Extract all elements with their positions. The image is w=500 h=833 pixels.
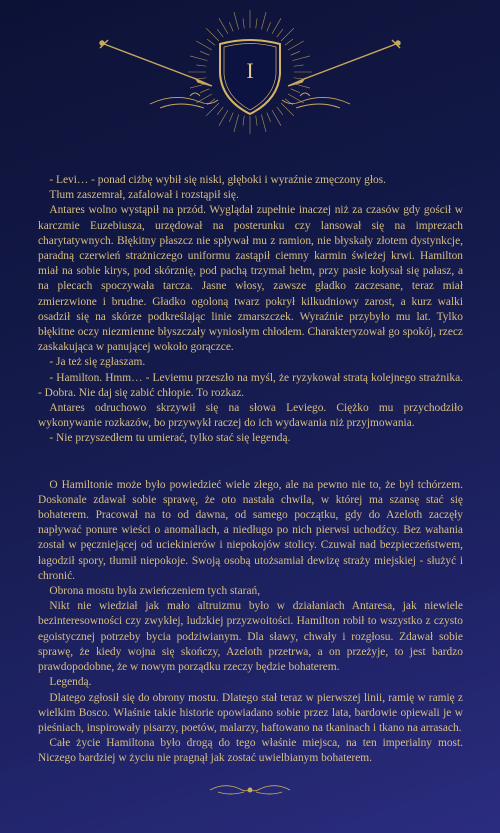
paragraph: Legendą. xyxy=(49,676,92,689)
footer-ornament-icon xyxy=(200,780,300,800)
paragraph: - Hamilton. Hmm… - Leviemu przeszło na myśl, że ryzykował stratą kolejnego strażnika. - Dobra. Nie daj się zabić chłopie. To rozkaz. xyxy=(38,371,463,399)
sunburst-ray xyxy=(272,110,281,126)
right-sword-icon xyxy=(288,40,400,86)
sunburst-ray xyxy=(234,12,239,29)
sunburst-ray xyxy=(219,18,228,34)
sunburst-ray xyxy=(196,65,206,66)
sunburst-ray xyxy=(234,115,239,132)
paragraph: - Ja też się zgłaszam. xyxy=(49,356,146,369)
paragraph: Obrona mostu była zwieńczeniem tych starań, xyxy=(49,585,261,598)
sunburst-ray xyxy=(261,115,266,132)
sunburst-ray xyxy=(277,107,283,115)
sunburst-ray xyxy=(200,51,209,55)
paragraph: Całe życie Hamiltona było drogą do tego właśnie miejsca, na ten imperialny most. Niczego bardziej w życiu nie pragnął jak zostać uwielbianym bohaterem. xyxy=(38,737,463,765)
sunburst-ray xyxy=(217,29,223,37)
sunburst-ray xyxy=(256,116,257,126)
sunburst-ray xyxy=(207,39,215,45)
sunburst-ray xyxy=(288,41,304,50)
sunburst-ray xyxy=(219,110,228,126)
paragraph: Nikt nie wiedział jak mało altruizmu było w działaniach Antaresa, jak niewiele bezinteresowności czy zwykłej, ludzkiej przyzwoitości. Hamilton robił to wszystko z czysto egoistycznej potrzeby bycia podziwianym. Dla sławy, chwały i rozgłosu. Zdawał sobie sprawę, że kiedy wojna się skończy, Azeloth przetrwa, a on przeżyje, to jest bardzo prawdopodobne, że w nowym porządku rzeczy będzie bohaterem. xyxy=(38,600,463,674)
sunburst-ray xyxy=(256,18,257,28)
sunburst-ray xyxy=(217,107,223,115)
chapter-number: I xyxy=(246,58,254,83)
sunburst-ray xyxy=(261,12,266,29)
left-sword-icon xyxy=(100,40,212,86)
sunburst-ray xyxy=(190,56,207,61)
sunburst-ray xyxy=(196,78,206,79)
right-flourish-icon xyxy=(282,93,350,108)
paragraph: Antares wolno wystąpił na przód. Wyglądał zupełnie inaczej niż za czasów gdy gościł w karczmie Euzebiusza, urzędował na posterunku czy lansował się na imprezach charytatywnych. Błękitny płaszcz nie spływał mu z ramion, nie błyskały złotem dystynkcje, paradną czerwień strażniczego uniformu zastąpił ciemny karmin świeżej krwi. Hamilton miał na sobie kirys, pod skórznię, pod pachą trzymał hełm, przy pasie kołysał się pałasz, a na plecach spoczywała tarcza. Jasne włosy, zawsze gładko zaczesane, teraz miał zmierzwione i brudne. Gładko ogoloną twarz pokrył kilkudniowy zarost, a kurz walki osadził się na skórze podkreślając linie zmarszczek. Wyraźnie przybyło mu lat. Tylko błękitne oczy niezmienne błyszczały wyniosłym chłodem. Charakteryzował go spokój, rzecz zaskakująca w panującej wokoło gorączce. xyxy=(38,204,463,354)
sunburst-ray xyxy=(294,65,304,66)
sunburst-ray xyxy=(243,18,244,28)
left-flourish-icon xyxy=(150,93,218,108)
sunburst-ray xyxy=(291,51,300,55)
paragraph: - Nie przyszedłem tu umierać, tylko stać się legendą. xyxy=(49,432,291,445)
paragraph: Dlatego zgłosił się do obrony mostu. Dlatego stał teraz w pierwszej linii, ramię w ramię z wielkim Bosco. Właśnie takie historie opowiadano sobie przez lata, bardowie opiewali je w pieśniach, inspirowały pisarzy, poetów, malarzy, haftowano na tkaninach i tkano na arrasach. xyxy=(38,691,463,734)
sunburst-ray xyxy=(291,89,300,93)
sunburst-ray xyxy=(277,29,283,37)
sunburst-ray xyxy=(285,39,293,45)
chapter-text xyxy=(38,173,463,767)
paragraph: - Levi… - ponad ciżbę wybił się niski, głęboki i wyraźnie zmęczony głos. xyxy=(49,174,386,186)
sunburst-ray xyxy=(293,56,310,61)
sunburst-ray xyxy=(196,41,212,50)
sunburst-ray xyxy=(294,78,304,79)
sunburst-ray xyxy=(272,18,281,34)
sunburst-ray xyxy=(200,89,209,93)
paragraph: Tłum zaszemrał, zafalował i rozstąpił się. xyxy=(49,189,239,202)
sunburst-ray xyxy=(229,113,233,122)
sunburst-ray xyxy=(281,103,294,116)
paragraph: O Hamiltonie może było powiedzieć wiele złego, ale na pewno nie to, że był tchórzem. Doskonale zdawał sobie sprawę, że oto nastała chwila, w której ma szansę stać się bohaterem. Pracował na to od dawna, od samego początku, gdy do Azeloth zaczęły napływać ponure wieści o anomaliach, a niedługo po nich pierwsi uchodźcy. Bez wahania został w pęczniejącej od uciekinierów i niepokojów stolicy. Czuwał nad bezpieczeństwem, łagodził spory, tłumił niepokoje. Swoją osobą utożsamiał dewizę straży miejskiej - służyć i chronić. xyxy=(38,478,463,582)
sunburst-ray xyxy=(206,103,219,116)
sunburst-ray xyxy=(243,116,244,126)
chapter-header xyxy=(0,0,500,140)
sunburst-ray xyxy=(267,22,271,31)
paragraph: Antares odruchowo skrzywił się na słowa Leviego. Ciężko mu przychodziło wykonywanie rozkazów, bo przywykł raczej do ich wydawania niż przyjmowania. xyxy=(38,402,463,430)
sunburst-ray xyxy=(229,22,233,31)
sunburst-ray xyxy=(281,28,294,41)
sunburst-ray xyxy=(206,28,219,41)
sunburst-ray xyxy=(267,113,271,122)
